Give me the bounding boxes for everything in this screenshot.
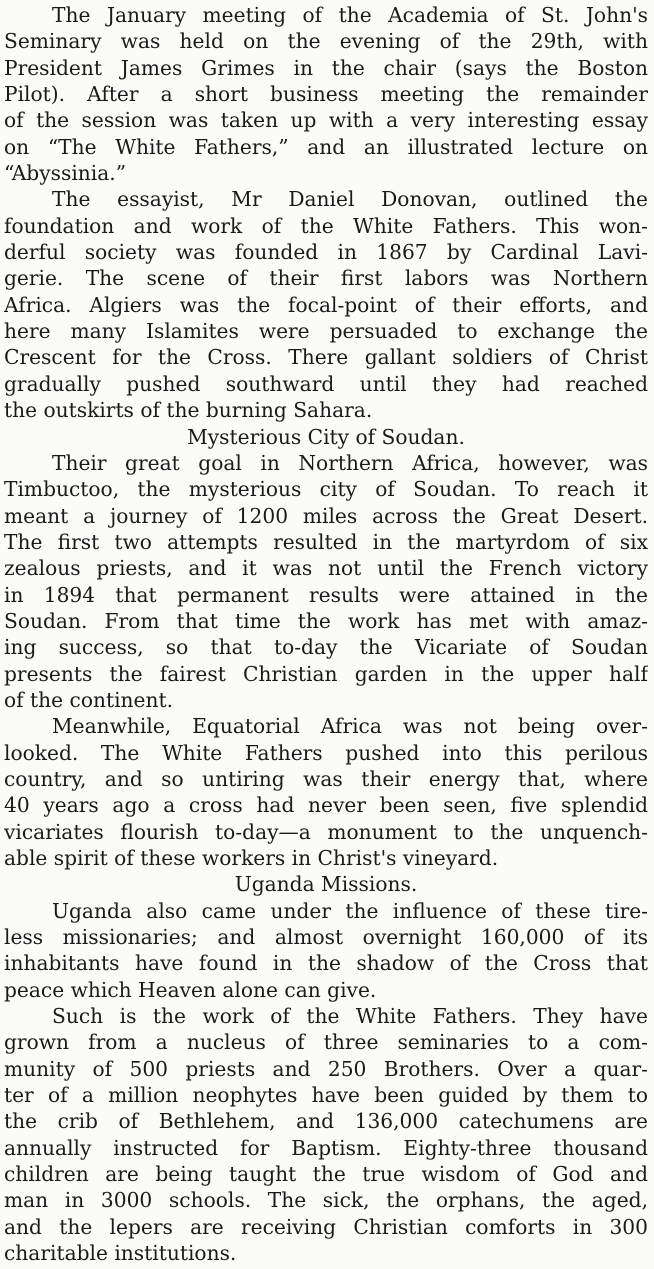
text-line: presents the fairest Christian garden in the upper half	[4, 661, 648, 686]
text-line: vicariates flourish to-day—a monument to the unquench-	[4, 819, 648, 844]
text-line: able spirit of these workers in Christ's vineyard.	[4, 846, 499, 870]
text-line: peace which Heaven alone can give.	[4, 977, 377, 1002]
paragraph-uganda	[4, 898, 648, 1003]
text-line: derful society was founded in 1867 by Cardinal Lavi-	[4, 240, 648, 265]
text-line: Such is the work of the White Fathers. They have	[52, 1004, 648, 1029]
text-line: of the session was taken up with a very interesting essay	[4, 108, 648, 133]
text-line: Soudan. From that time the work has met with amaz-	[4, 608, 648, 633]
paragraph-summary	[4, 1003, 648, 1266]
text-line: ing success, so that to-day the Vicariate of Soudan	[4, 635, 648, 660]
text-line: the outskirts of the burning Sahara.	[4, 398, 373, 423]
subheading-mysterious-city: Mysterious City of Soudan.	[187, 424, 465, 449]
paragraph-intro	[4, 2, 648, 186]
text-line: 40 years ago a cross had never been seen, five splendid	[4, 793, 648, 818]
text-line: grown from a nucleus of three seminaries to a com-	[4, 1030, 648, 1055]
text-line: Uganda also came under the influence of these tire-	[52, 898, 648, 923]
text-line: man in 3000 schools. The sick, the orphans, the aged,	[4, 1188, 648, 1213]
text-line: Their great goal in Northern Africa, however, was	[52, 450, 648, 475]
text-line: the crib of Bethlehem, and 136,000 catechumens are	[4, 1109, 648, 1134]
text-line: children are being taught the true wisdom of God and	[4, 1162, 648, 1187]
paragraph-essayist	[4, 186, 648, 423]
text-line: country, and so untiring was their energy that, where	[4, 766, 648, 791]
text-line: charitable institutions.	[4, 1241, 237, 1266]
article-body	[4, 2, 648, 1267]
text-line: here many Islamites were persuaded to exchange the	[4, 319, 648, 344]
text-line: munity of 500 priests and 250 Brothers. Over a quar-	[4, 1056, 648, 1081]
subheading-uganda-missions: Uganda Missions.	[234, 872, 418, 897]
text-line: Seminary was held on the evening of the 29th, with	[4, 29, 648, 54]
text-line: Africa. Algiers was the focal-point of their efforts, and	[4, 292, 648, 317]
text-line: of the continent.	[4, 687, 174, 712]
paragraph-timbuctoo	[4, 450, 648, 713]
text-line: Timbuctoo, the mysterious city of Soudan. To reach it	[4, 477, 648, 502]
text-line: looked. The White Fathers pushed into this perilous	[4, 740, 648, 765]
text-line: President James Grimes in the chair (says the Boston	[4, 55, 648, 80]
paragraph-equatorial-africa	[4, 713, 648, 871]
text-line: “Abyssinia.”	[4, 161, 127, 186]
text-line: Pilot). After a short business meeting the remainder	[4, 82, 648, 107]
text-line: The January meeting of the Academia of St. John's	[52, 3, 648, 27]
text-line: meant a journey of 1200 miles across the Great Desert.	[4, 503, 648, 528]
text-line: gerie. The scene of their first labors was Northern	[4, 266, 648, 291]
text-line: in 1894 that permanent results were attained in the	[4, 582, 648, 607]
text-line: less missionaries; and almost overnight 160,000 of its	[4, 925, 648, 950]
text-line: gradually pushed southward until they had reached	[4, 371, 648, 396]
text-line: inhabitants have found in the shadow of the Cross that	[4, 951, 648, 976]
text-line: annually instructed for Baptism. Eighty-three thousand	[4, 1135, 648, 1160]
text-line: Meanwhile, Equatorial Africa was not being over-	[52, 714, 648, 739]
text-line: Crescent for the Cross. There gallant soldiers of Christ	[4, 345, 648, 370]
text-line: ter of a million neophytes have been guided by them to	[4, 1083, 648, 1108]
text-line: The essayist, Mr Daniel Donovan, outlined the	[52, 187, 648, 212]
text-line: foundation and work of the White Fathers. This won-	[4, 213, 648, 238]
text-line: and the lepers are receiving Christian comforts in 300	[4, 1214, 648, 1239]
text-line: zealous priests, and it was not until the French victory	[4, 556, 648, 581]
text-line: on “The White Fathers,” and an illustrated lecture on	[4, 134, 648, 159]
text-line: The first two attempts resulted in the martyrdom of six	[4, 529, 648, 554]
